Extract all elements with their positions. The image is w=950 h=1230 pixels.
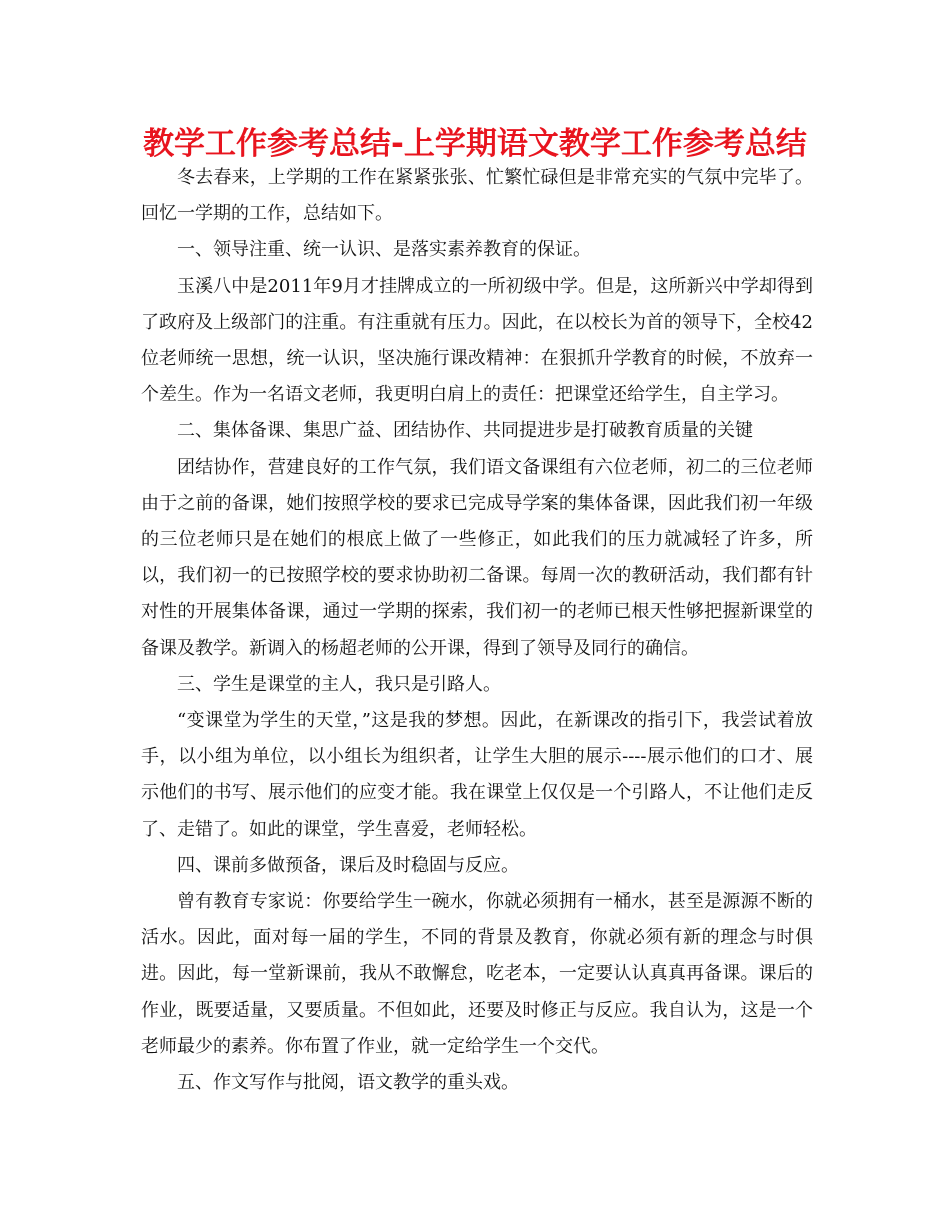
paragraph-section-2: 团结协作，营建良好的工作气氛，我们语文备课组有六位老师，初二的三位老师由于之前的备课，她们按照学校的要求已完成导学案的集体备课，因此我们初一年级的三位老师只是在她们的根底上做了一些修正，如此我们的压力就减轻了许多，所以，我们初一的已按照学校的要求协助初二备课。每周一次的教研活动，我们都有针对性的开展集体备课，通过一学期的探索，我们初一的老师已根天性够把握新课堂的备课及教学。新调入的杨超老师的公开课，得到了领导及同行的确信。 [141,456,813,659]
paragraph-intro: 冬去春来，上学期的工作在紧紧张张、忙繁忙碌但是非常充实的气氛中完毕了。回忆一学期的工作，总结如下。 [141,167,813,225]
section-heading-5: 五、作文写作与批阅，语文教学的重头戏。 [177,1072,519,1094]
paragraph-section-4: 曾有教育专家说：你要给学生一碗水，你就必须拥有一桶水，甚至是源源不断的活水。因此，面对每一届的学生，不同的背景及教育，你就必须有新的理念与时俱进。因此，每一堂新课前，我从不敢懈怠，吃老本，一定要认认真真再备课。课后的作业，既要适量，又要质量。不但如此，还要及时修正与反应。我自认为，这是一个老师最少的素养。你布置了作业，就一定给学生一个交代。 [141,891,813,1057]
document-body [141,160,813,1101]
section-heading-1: 一、领导注重、统一认识、是落实素养教育的保证。 [177,239,591,261]
section-heading-3: 三、学生是课堂的主人，我只是引路人。 [177,673,501,695]
paragraph-section-1: 玉溪八中是2011年9月才挂牌成立的一所初级中学。但是，这所新兴中学却得到了政府及上级部门的注重。有注重就有压力。因此，在以校长为首的领导下，全校42位老师统一思想，统一认识，坚决施行课改精神：在狠抓升学教育的时候，不放弃一个差生。作为一名语文老师，我更明白肩上的责任：把课堂还给学生，自主学习。 [141,275,813,406]
paragraph-section-3: “变课堂为学生的天堂，”这是我的梦想。因此，在新课改的指引下，我尝试着放手，以小组为单位，以小组长为组织者，让学生大胆的展示----展示他们的口才、展示他们的书写、展示他们的应变才能。我在课堂上仅仅是一个引路人，不让他们走反了、走错了。如此的课堂，学生喜爱，老师轻松。 [141,710,813,840]
document-title: 教学工作参考总结-上学期语文教学工作参考总结 [143,126,807,162]
section-heading-4: 四、课前多做预备，课后及时稳固与反应。 [177,854,519,876]
section-heading-2: 二、集体备课、集思广益、团结协作、共同提进步是打破教育质量的关键 [177,420,753,442]
